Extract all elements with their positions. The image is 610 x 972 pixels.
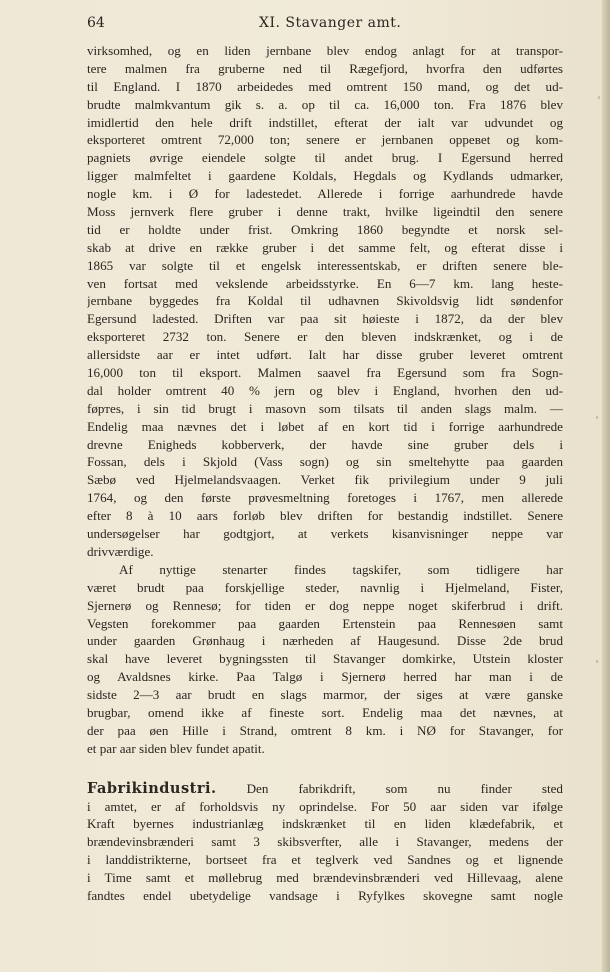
paragraph-line: der paa øen Hille i Strand, omtrent 8 km. i NØ for Stavanger, for — [87, 722, 563, 738]
paragraph-line: Egersund ladested. Driften var paa sit høieste i 1872, da der blev — [87, 311, 563, 327]
paragraph-line: været brudt paa forskjellige steder, navnlig i Hjelmeland, Fister, — [87, 579, 563, 595]
page-edge — [602, 0, 610, 972]
paragraph-line: i landdistrikterne, bortseet fra et teglverk ved Sandnes og et lignende — [87, 852, 563, 868]
paragraph-line: 1764, og den første prøvesmeltning foretoges i 1767, men allerede — [87, 490, 563, 506]
paragraph-line: virksomhed, og en liden jernbane blev endog anlagt for at transpor- — [87, 43, 563, 58]
paragraph-line: Kraft byernes industrianlæg indskrænket til en liden klædefabrik, et — [87, 816, 563, 832]
paragraph-line: allersidste aar er intet udført. Ialt har disse gruber leveret omtrent — [87, 347, 563, 363]
paragraph-line: i amtet, er af forholdsvis ny oprindelse. For 50 aar siden var ifølge — [87, 798, 563, 814]
paragraph-line: tid er holdte under frist. Omkring 1860 begyndte et norsk sel- — [87, 221, 563, 237]
paragraph-line: drivværdige. — [87, 543, 154, 559]
paragraph-line: jernbane byggedes fra Koldal til udhavnen Skivoldsvig lidt søndenfor — [87, 293, 563, 309]
paragraph-line: ven fortsat med vekslende arbeidsstyrke. En 6—7 km. lang heste- — [87, 275, 563, 291]
body-text — [87, 42, 563, 905]
page-speck — [596, 416, 598, 419]
heading-line-text: Den fabrikdrift, som nu finder sted — [246, 780, 563, 796]
paragraph-line: undersøgelser har godtgjort, at verkets kisanvisninger neppe var — [87, 526, 563, 542]
paragraph-line: pagniets øvrige eiendele solgte til andet brug. I Egersund herred — [87, 150, 563, 166]
paragraph-line: Sjernerø og Rennesø; for tiden er dog neppe noget skiferbrud i drift. — [87, 597, 563, 613]
paragraph-line: brændevinsbrænderi samt 3 skibsverfter, alle i Stavanger, medens der — [87, 834, 563, 850]
paragraph-line: Moss jernverk flere gruber i denne trakt, hvilke ligeindtil den senere — [87, 204, 563, 220]
paragraph-line: tere malmen fra gruberne ned til Rægefjord, hvorfra den udførtes — [87, 60, 563, 76]
paragraph-line: Af nyttige stenarter findes tagskifer, som tidligere har — [119, 561, 563, 577]
paragraph-line: Vegsten forekommer paa gaarden Ertenstein paa Rennesøen samt — [87, 615, 563, 631]
section-heading: Fabrikindustri. — [87, 779, 217, 797]
section-gap — [87, 758, 563, 780]
paragraph-line: brugbar, omend ikke af fineste sort. Endelig maa det nævnes, at — [87, 704, 563, 720]
paragraph-line: efter 8 à 10 aars forløb blev driften for bestandig indstillet. Senere — [87, 508, 563, 524]
paragraph-line: et par aar siden blev fundet apatit. — [87, 740, 265, 756]
paragraph-stone — [87, 561, 563, 758]
paragraph-line: Endelig maa nævnes det i løbet af en kort tid i forrige aarhundrede — [87, 418, 563, 434]
paragraph-line: i Time samt et møllebrug med brændevinsbrænderi ved Hillevaag, alene — [87, 870, 563, 886]
paragraph-line: imidlertid den hele drift indstillet, efterat der ialt var udvundet og — [87, 114, 563, 130]
page-number: 64 — [87, 15, 105, 31]
paragraph-mining — [87, 42, 563, 561]
paragraph-line: skab at drive en række gruber i det samme felt, og efterat disse i — [87, 239, 563, 255]
paragraph-line: eksporteret 2732 ton. Senere er den bleven indskrænket, og i de — [87, 329, 563, 345]
running-head: XI. Stavanger amt. — [259, 15, 402, 31]
paragraph-line: nogle km. i Ø for ladestedet. Allerede i forrige aarhundrede havde — [87, 186, 563, 202]
paragraph-line — [87, 780, 563, 798]
page-header — [87, 15, 567, 35]
paragraph-line: eksporteret omtrent 72,000 ton; senere er jernbanen opревet og kom- — [87, 132, 563, 148]
paragraph-line: fandtes endel ubetydelige vandsage i Ryfylkes skovegne samt nogle — [87, 887, 563, 903]
paragraph-line: dal holder omtrent 40 % jern og blev i England, hvorhen den ud- — [87, 382, 563, 398]
paragraph-line: Sæbø ved Hjelmelandsvaagen. Verket fik privilegium under 9 juli — [87, 472, 563, 488]
paragraph-line: føртes, i sin tid brugt i masovn som tilsats til anden slags malm. — — [87, 400, 563, 416]
paragraph-line: 16,000 ton til eksport. Malmen saavel fra Egersund som fra Sogn- — [87, 365, 563, 381]
paragraph-line: og Avaldsnes kirke. Paa Talgø i Sjernerø herred har man i de — [87, 669, 563, 685]
paragraph-line: ligger malmfeltet i gaardene Koldals, Hegdals og Kydlands udmarker, — [87, 168, 563, 184]
page-speck — [596, 660, 598, 663]
paragraph-line: drevne Enigheds kobberverk, der havde sine gruber dels i — [87, 436, 563, 452]
paragraph-line: sidste 2—3 aar brudt en slags marmor, der siges at være ganske — [87, 687, 563, 703]
paragraph-line: under gaarden Grønhaug i nærheden af Haugesund. Disse 2de brud — [87, 633, 563, 649]
paragraph-line: 1865 var solgte til et engelsk interessentskab, er driften senere ble- — [87, 257, 563, 273]
paragraph-line: til England. I 1870 arbeidedes med omtrent 150 mand, og det ud- — [87, 78, 563, 94]
paragraph-line: Fossan, dels i Skjold (Vass sogn) og sin smeltehytte paa gaarden — [87, 454, 563, 470]
paragraph-industry — [87, 780, 563, 905]
paragraph-line: brudte malmkvantum gik s. a. op til ca. 16,000 ton. Fra 1876 blev — [87, 96, 563, 112]
page-speck — [598, 96, 600, 99]
paragraph-line: skal have leveret bygningssten til Stavanger domkirke, Utstein kloster — [87, 651, 563, 667]
